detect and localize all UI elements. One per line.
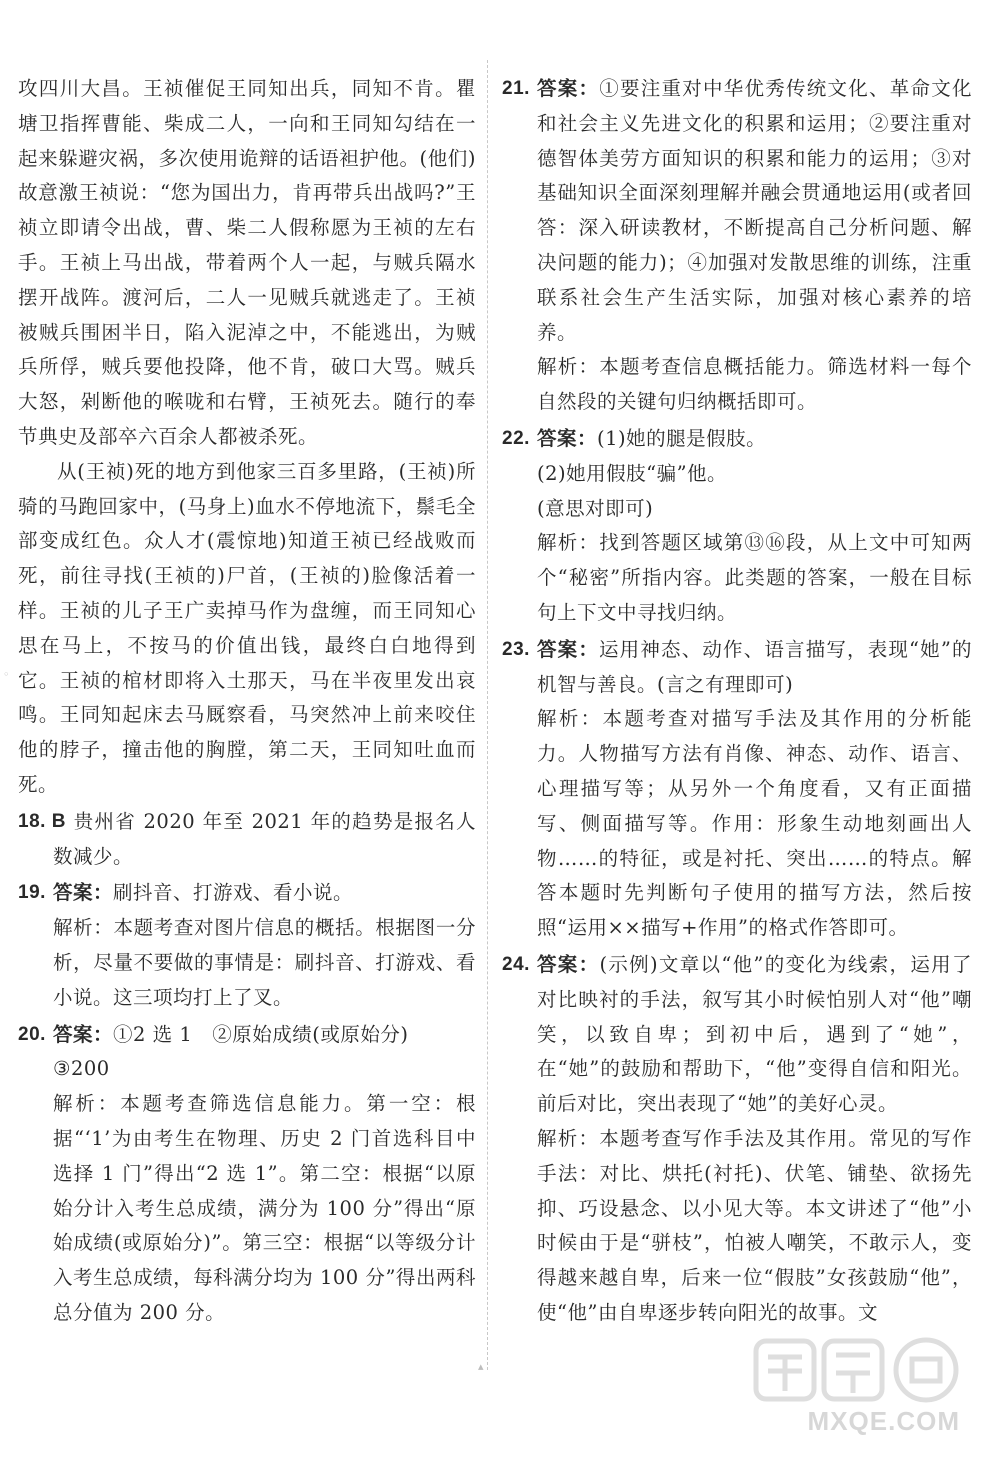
question-number: 23. — [502, 638, 530, 660]
answer-continuation: ③200 — [53, 1057, 110, 1081]
answer-label: 答案： — [537, 638, 600, 661]
watermark-logo-icon — [736, 1333, 986, 1413]
answer-text: 刷抖音、打游戏、看小说。 — [113, 881, 354, 905]
question-number: 21. — [502, 78, 530, 99]
answer-note: (意思对即可) — [537, 496, 654, 520]
analysis-label: 解析： — [53, 917, 114, 940]
question-number: 22. — [502, 427, 530, 449]
question-22 — [502, 422, 972, 457]
question-number: 19. — [18, 882, 46, 904]
right-column — [502, 72, 972, 1331]
column-divider — [487, 60, 488, 1370]
analysis-label: 解析： — [537, 708, 603, 731]
analysis-label: 解析： — [537, 532, 600, 555]
answer-text: (示例)文章以“他”的变化为线索，运用了对比映衬的手法，叙写其小时候怕别人对“他”嘲笑，以致自卑；到初中后，遇到了“她”，在“她”的鼓励和帮助下，“他”变得自信和阳光。前后对比，突出表现了“她”的美好心灵。 — [537, 952, 972, 1116]
answer-text: 运用神态、动作、语言描写，表现“她”的机智与善良。(言之有理即可) — [537, 637, 972, 696]
answer-text: 贵州省 2020 年至 2021 年的趋势是报名人数减少。 — [53, 809, 476, 868]
question-24 — [502, 948, 972, 1122]
answer-text: (1)她的腿是假肢。 — [597, 426, 767, 450]
answer-label: 答案： — [537, 953, 600, 976]
question-number: 18. B — [18, 810, 66, 832]
analysis-block — [502, 1122, 972, 1331]
analysis-text: 本题考查写作手法及其作用。常见的写作手法：对比、烘托(衬托)、伏笔、铺垫、欲扬先抑、巧设悬念、以小见大等。本文讲述了“他”小时候由于是“骈枝”，怕被人嘲笑，不敢示人，变得越来越自卑，后来一位“假肢”女孩鼓励“他”，使“他”由自卑逐步转向阳光的故事。文 — [537, 1126, 972, 1324]
analysis-text: 本题考查对描写手法及其作用的分析能力。人物描写方法有肖像、神态、动作、语言、心理描写等；从另外一个角度看，又有正面描写、侧面描写等。作用：形象生动地刻画出人物……的特征，或是衬托、突出……的特点。解答本题时先判断句子使用的描写方法，然后按照“运用××描写+作用”的格式作答即可。 — [537, 707, 972, 940]
answer-label: 答案： — [53, 1023, 114, 1046]
analysis-label: 解析： — [537, 356, 600, 379]
analysis-label: 解析： — [537, 1127, 600, 1150]
analysis-block — [18, 911, 476, 1015]
analysis-block — [502, 350, 972, 420]
question-20 — [18, 1018, 476, 1053]
watermark-text: MXQE.COM — [807, 1406, 960, 1436]
answer-line: (2)她用假肢“骗”他。 — [537, 461, 728, 485]
analysis-block — [18, 1087, 476, 1331]
translation-paragraph-2: 从(王祯)死的地方到他家三百多里路，(王祯)所骑的马跑回家中，(马身上)血水不停地流下，鬃毛全部变成红色。众人才(震惊地)知道王祯已经战败而死，前往寻找(王祯的)尸首，(王祯的)脸像活着一样。王祯的儿子王广卖掉马作为盘缠，而王同知心思在马上，不按马的价值出钱，最终白白地得到它。王祯的棺材即将入土那天，马在半夜里发出哀鸣。王同知起床去马厩察看，马突然冲上前来咬住他的脖子，撞击他的胸膛，第二天，王同知吐血而死。 — [18, 459, 476, 796]
margin-mark: ▴ — [478, 1360, 484, 1373]
question-23 — [502, 633, 972, 703]
analysis-text: 找到答题区域第⑬⑯段，从上文中可知两个“秘密”所指内容。此类题的答案，一般在目标句上下文中寻找归纳。 — [537, 531, 972, 624]
question-18 — [18, 805, 476, 875]
question-19 — [18, 876, 476, 911]
answer-text: ①2 选 1 ②原始成绩(或原始分) — [113, 1022, 409, 1046]
answer-label: 答案： — [537, 427, 598, 450]
answer-label: 答案： — [537, 78, 600, 100]
answer-label: 答案： — [53, 882, 114, 905]
analysis-block — [502, 702, 972, 946]
analysis-block — [502, 526, 972, 630]
analysis-label: 解析： — [53, 1093, 121, 1116]
analysis-text: 本题考查对图片信息的概括。根据图一分析，尽量不要做的事情是：刷抖音、打游戏、看小说。这三项均打上了叉。 — [53, 916, 476, 1009]
translation-paragraph-1: 攻四川大昌。王祯催促王同知出兵，同知不肯。瞿塘卫指挥曹能、柴成二人，一向和王同知勾结在一起来躲避灾祸，多次使用诡辩的话语袒护他。(他们)故意激王祯说：“您为国出力，肯再带兵出战吗?”王祯立即请令出战，曹、柴二人假称愿为王祯的左右手。王祯上马出战，带着两个人一起，与贼兵隔水摆开战阵。渡河后，二人一见贼兵就逃走了。王祯被贼兵围困半日，陷入泥淖之中，不能逃出，为贼兵所俘，贼兵要他投降，他不肯，破口大骂。贼兵大怒，剁断他的喉咙和右臂，王祯死去。随行的奉节典史及部卒六百余人都被杀死。 — [18, 77, 476, 448]
watermark — [736, 1333, 986, 1443]
left-column — [18, 72, 476, 1331]
analysis-text: 本题考查筛选信息能力。第一空：根据“‘1’为由考生在物理、历史 2 门首选科目中选择 1 门”得出“2 选 1”。第二空：根据“以原始分计入考生总成绩，满分为 100 分”得出“原始成绩(或原始分)”。第三空：根据“以等级分计入考生总成绩，每科满分均为 100 分”得出两科总分值为 200 分。 — [53, 1092, 476, 1324]
answer-text: ①要注重对中华优秀传统文化、革命文化和社会主义先进文化的积累和运用；②要注重对德智体美劳方面知识的积累和能力的运用；③对基础知识全面深刻理解并融会贯通地运用(或者回答：深入研读教材，不断提高自己分析问题、解决问题的能力)；④加强对发散思维的训练，注重联系社会生产生活实际，加强对核心素养的培养。 — [537, 77, 972, 344]
margin-mark: ◦ — [3, 668, 10, 681]
analysis-text: 本题考查信息概括能力。筛选材料一每个自然段的关键句归纳概括即可。 — [537, 355, 972, 414]
question-number: 24. — [502, 953, 530, 975]
question-number: 20. — [18, 1023, 46, 1045]
question-21 — [502, 72, 972, 350]
